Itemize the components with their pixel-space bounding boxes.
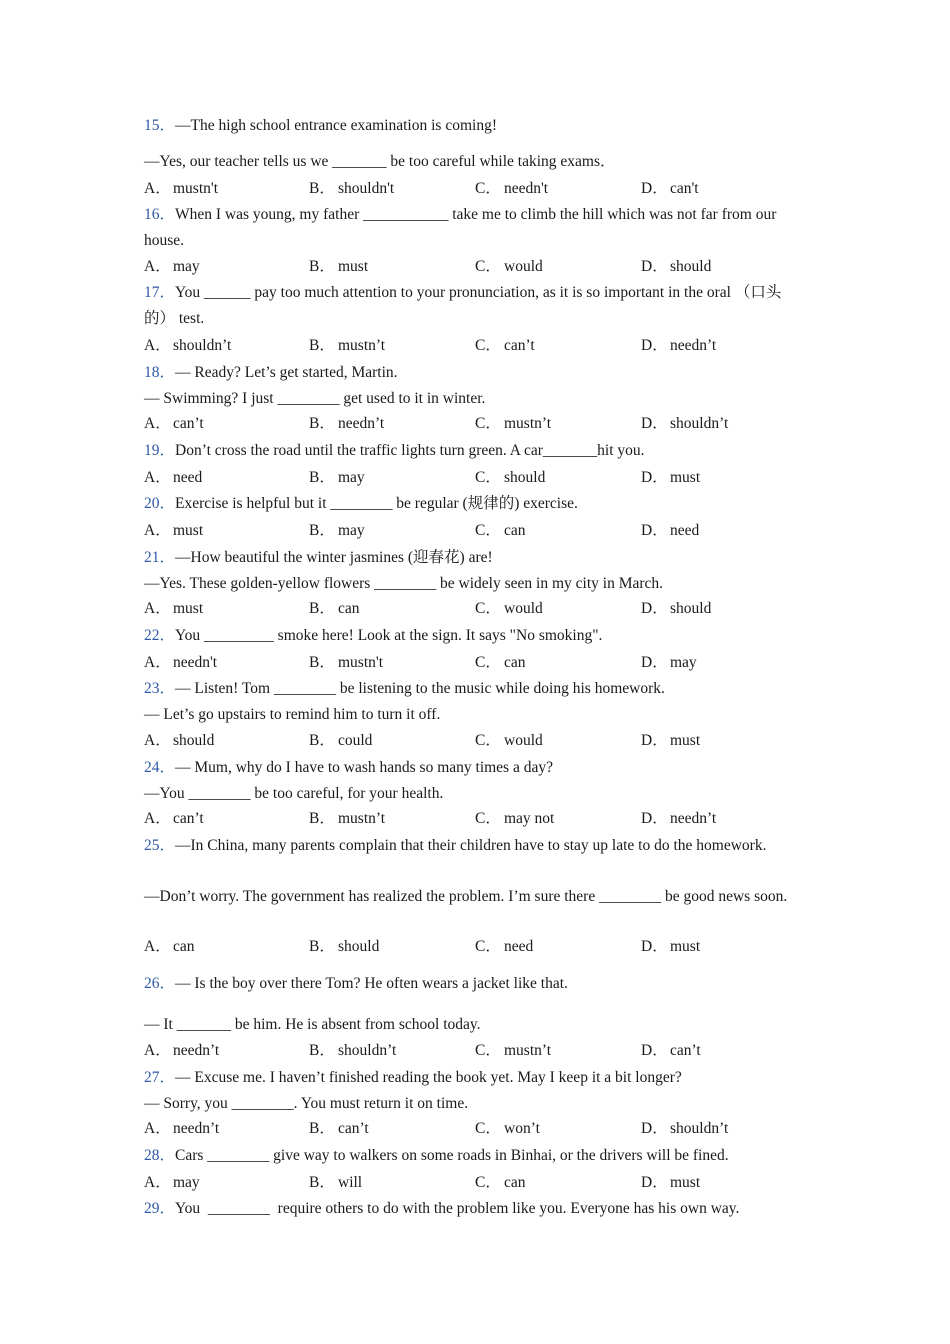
option-b[interactable]: B． mustn’t — [309, 337, 386, 354]
option-b[interactable]: B． mustn’t — [309, 810, 386, 827]
question-26 — [144, 971, 808, 997]
question-number: 28． — [144, 1147, 176, 1164]
options-row — [144, 518, 808, 544]
option-c[interactable]: C． can’t — [475, 337, 535, 354]
option-b[interactable]: B． should — [309, 938, 380, 955]
option-a[interactable]: A． may — [144, 258, 200, 275]
question-17 — [144, 280, 808, 332]
option-c[interactable]: C． mustn’t — [475, 1042, 552, 1059]
option-c[interactable]: C． would — [475, 600, 543, 617]
option-a[interactable]: A． should — [144, 732, 215, 749]
option-d[interactable]: D． may — [641, 654, 697, 671]
question-number: 29． — [144, 1200, 176, 1217]
question-21 — [144, 545, 808, 571]
question-text: —The high school entrance examination is coming! — [175, 117, 497, 134]
option-b[interactable]: B． must — [309, 258, 369, 275]
options-row — [144, 1170, 808, 1196]
option-c[interactable]: C． needn't — [475, 180, 549, 197]
question-text: When I was young, my father ___________ take me to climb the hill which was not far from our house. — [144, 206, 777, 249]
option-c[interactable]: C． can — [475, 1174, 526, 1191]
question-16 — [144, 202, 808, 254]
option-d[interactable]: D． needn’t — [641, 810, 717, 827]
question-15-reply: —Yes, our teacher tells us we _______ be too careful while taking exams． — [144, 153, 616, 170]
question-23-reply: — Let’s go upstairs to remind him to turn it off. — [144, 706, 441, 723]
question-23 — [144, 676, 808, 702]
options-row — [144, 176, 808, 202]
question-text: You ________ require others to do with the problem like you. Everyone has his own way. — [175, 1200, 740, 1217]
options-row — [144, 806, 808, 832]
option-a[interactable]: A． may — [144, 1174, 200, 1191]
option-a[interactable]: A． must — [144, 522, 204, 539]
option-c[interactable]: C． would — [475, 258, 543, 275]
question-text: — Is the boy over there Tom? He often wears a jacket like that. — [175, 975, 568, 992]
option-d[interactable]: D． shouldn’t — [641, 1120, 729, 1137]
question-text: — Excuse me. I haven’t finished reading the book yet. May I keep it a bit longer? — [175, 1069, 682, 1086]
question-25 — [144, 833, 808, 859]
option-b[interactable]: B． needn’t — [309, 415, 385, 432]
options-row — [144, 596, 808, 622]
option-a[interactable]: A． can’t — [144, 810, 204, 827]
question-27-reply: — Sorry, you ________. You must return it on time. — [144, 1095, 469, 1112]
question-number: 17． — [144, 284, 176, 301]
options-row — [144, 728, 808, 754]
question-22 — [144, 623, 808, 649]
question-number: 19． — [144, 442, 176, 459]
question-number: 20． — [144, 495, 176, 512]
option-a[interactable]: A． needn’t — [144, 1120, 220, 1137]
question-20 — [144, 491, 808, 517]
option-d[interactable]: D． need — [641, 522, 700, 539]
option-a[interactable]: A． mustn't — [144, 180, 218, 197]
option-b[interactable]: B． can — [309, 600, 360, 617]
option-b[interactable]: B． will — [309, 1174, 363, 1191]
question-25-reply: —Don’t worry. The government has realized the problem. I’m sure there ________ be good news soon. — [144, 888, 788, 905]
question-text: — Ready? Let’s get started, Martin. — [175, 364, 398, 381]
option-b[interactable]: B． may — [309, 522, 365, 539]
question-number: 24． — [144, 759, 176, 776]
option-c[interactable]: C． may not — [475, 810, 555, 827]
question-24 — [144, 755, 808, 781]
question-29 — [144, 1196, 808, 1222]
option-b[interactable]: B． can’t — [309, 1120, 369, 1137]
options-row — [144, 254, 808, 280]
question-text: — Mum, why do I have to wash hands so many times a day? — [175, 759, 553, 776]
option-d[interactable]: D． can't — [641, 180, 699, 197]
option-a[interactable]: A． needn't — [144, 654, 218, 671]
option-b[interactable]: B． mustn't — [309, 654, 383, 671]
question-text: Cars ________ give way to walkers on some roads in Binhai, or the drivers will be fined. — [175, 1147, 729, 1164]
option-c[interactable]: C． need — [475, 938, 534, 955]
options-row — [144, 650, 808, 676]
option-b[interactable]: B． could — [309, 732, 373, 749]
option-c[interactable]: C． won’t — [475, 1120, 540, 1137]
question-number: 25． — [144, 837, 176, 854]
option-b[interactable]: B． may — [309, 469, 365, 486]
option-b[interactable]: B． shouldn't — [309, 180, 395, 197]
option-a[interactable]: A． needn’t — [144, 1042, 220, 1059]
options-row — [144, 934, 808, 960]
option-c[interactable]: C． should — [475, 469, 546, 486]
options-row — [144, 1116, 808, 1142]
question-text: Don’t cross the road until the traffic lights turn green. A car_______hit you. — [175, 442, 645, 459]
question-28 — [144, 1143, 808, 1169]
question-21-reply: —Yes. These golden-yellow flowers ________ be widely seen in my city in March. — [144, 575, 664, 592]
option-d[interactable]: D． must — [641, 469, 701, 486]
option-d[interactable]: D． must — [641, 938, 701, 955]
question-number: 16． — [144, 206, 176, 223]
question-number: 27． — [144, 1069, 176, 1086]
option-a[interactable]: A． must — [144, 600, 204, 617]
options-row — [144, 1038, 808, 1064]
option-a[interactable]: A． shouldn’t — [144, 337, 232, 354]
option-a[interactable]: A． need — [144, 469, 203, 486]
question-number: 26． — [144, 975, 176, 992]
question-number: 23． — [144, 680, 176, 697]
question-18-reply: — Swimming? I just ________ get used to it in winter. — [144, 390, 486, 407]
question-text: —How beautiful the winter jasmines (迎春花) are! — [175, 549, 493, 566]
options-row — [144, 411, 808, 437]
question-19 — [144, 438, 808, 464]
question-18 — [144, 360, 808, 386]
question-text: —In China, many parents complain that their children have to stay up late to do the homework. — [175, 837, 767, 854]
option-d[interactable]: D． must — [641, 1174, 701, 1191]
option-d[interactable]: D． must — [641, 732, 701, 749]
options-row — [144, 333, 808, 359]
question-27 — [144, 1065, 808, 1091]
question-text: — Listen! Tom ________ be listening to the music while doing his homework. — [175, 680, 665, 697]
question-text: You _________ smoke here! Look at the sign. It says "No smoking". — [175, 627, 603, 644]
option-b[interactable]: B． shouldn’t — [309, 1042, 397, 1059]
option-d[interactable]: D． should — [641, 258, 712, 275]
question-number: 21． — [144, 549, 176, 566]
option-a[interactable]: A． can — [144, 938, 195, 955]
question-number: 15． — [144, 117, 176, 134]
options-row — [144, 465, 808, 491]
option-c[interactable]: C． can — [475, 522, 526, 539]
option-a[interactable]: A． can’t — [144, 415, 204, 432]
option-d[interactable]: D． should — [641, 600, 712, 617]
question-number: 22． — [144, 627, 176, 644]
option-d[interactable]: D． needn’t — [641, 337, 717, 354]
option-d[interactable]: D． can’t — [641, 1042, 701, 1059]
question-text: You ______ pay too much attention to your pronunciation, as it is so important in the oral （口头的） test. — [144, 284, 782, 327]
question-text: Exercise is helpful but it ________ be regular (规律的) exercise. — [175, 495, 578, 512]
option-c[interactable]: C． mustn’t — [475, 415, 552, 432]
option-c[interactable]: C． would — [475, 732, 543, 749]
question-15 — [144, 113, 808, 139]
question-24-reply: —You ________ be too careful, for your health. — [144, 785, 444, 802]
option-d[interactable]: D． shouldn’t — [641, 415, 729, 432]
option-c[interactable]: C． can — [475, 654, 526, 671]
question-number: 18． — [144, 364, 176, 381]
question-26-reply: — It _______ be him. He is absent from school today. — [144, 1016, 481, 1033]
